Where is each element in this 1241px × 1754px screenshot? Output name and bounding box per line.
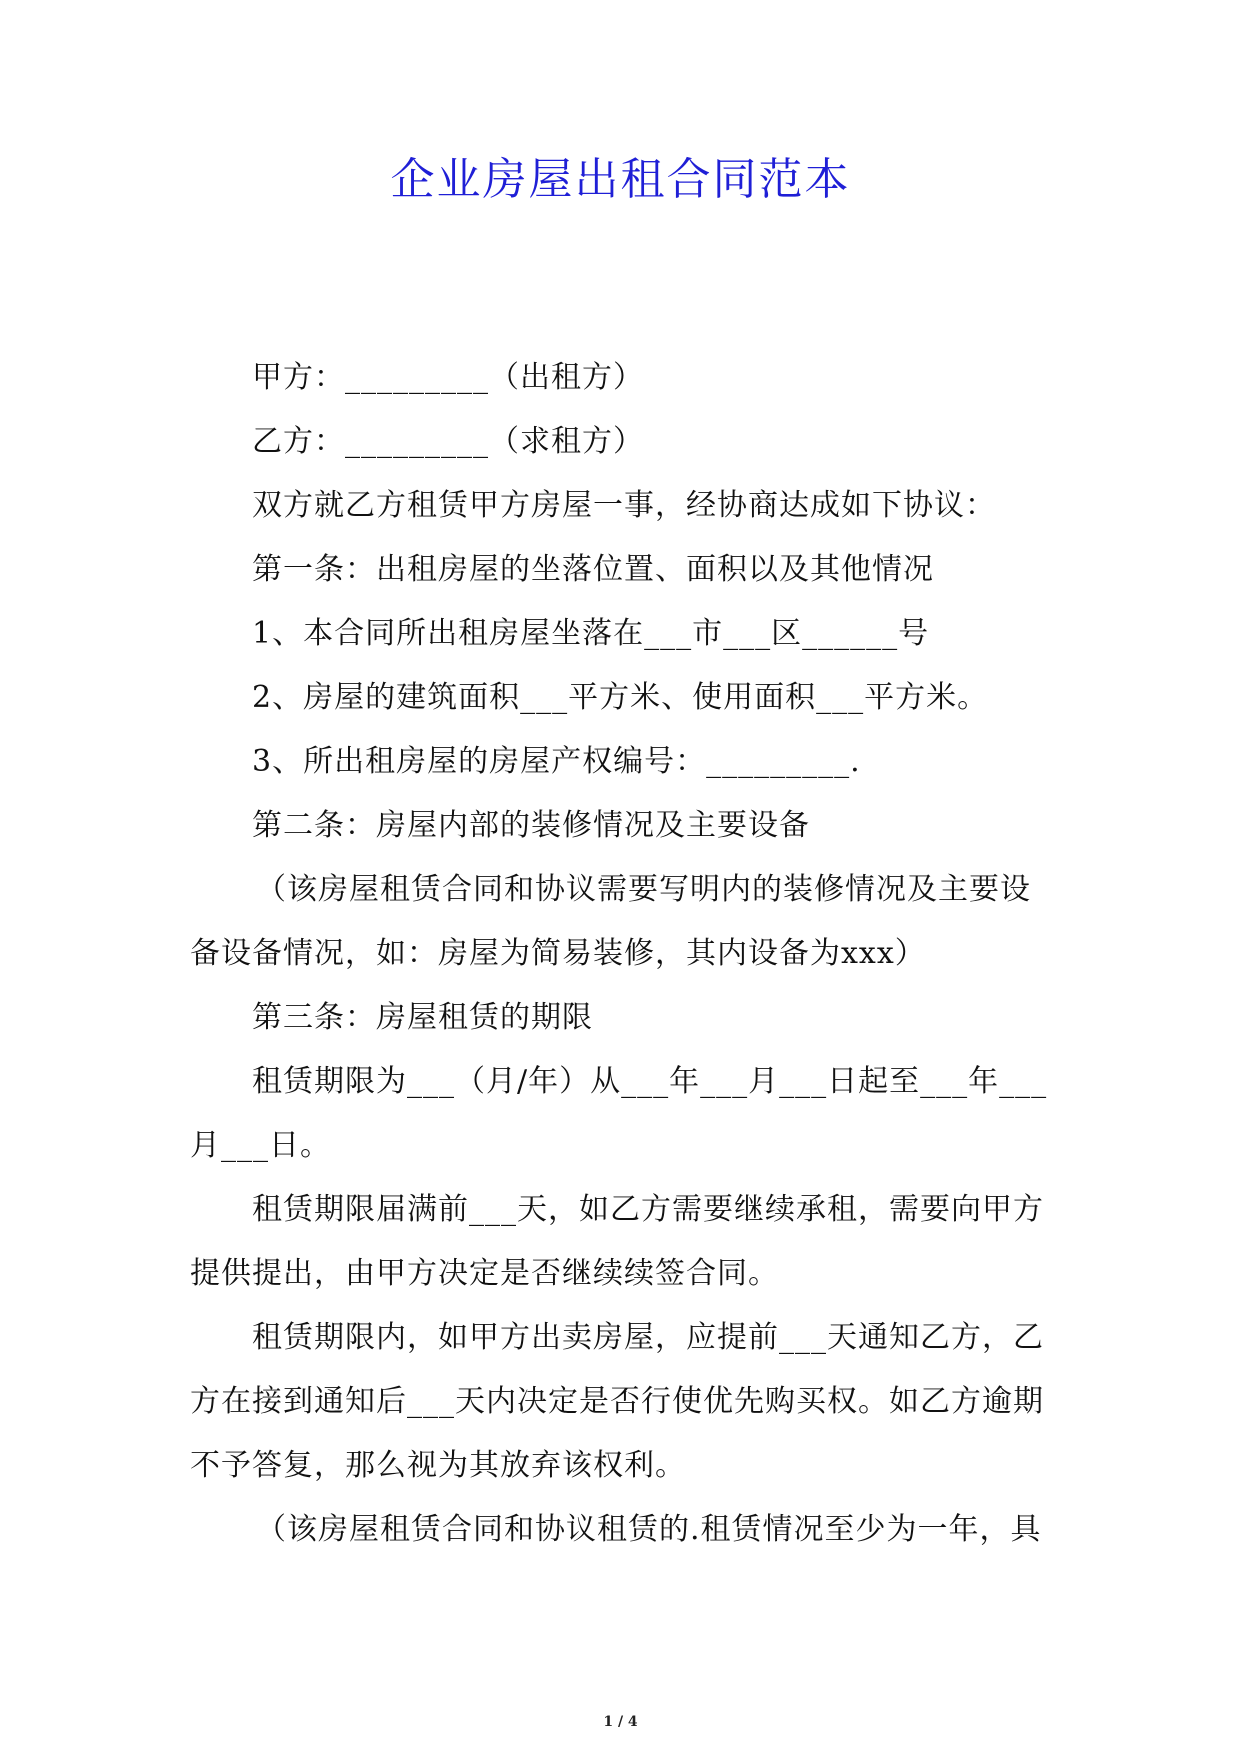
article-3-heading: 第三条：房屋租赁的期限 bbox=[252, 1000, 593, 1035]
renewal-line-2: 提供提出，由甲方决定是否继续续签合同。 bbox=[190, 1256, 779, 1291]
sale-notice-line-1: 租赁期限内，如甲方出卖房屋，应提前___天通知乙方，乙 bbox=[252, 1320, 1044, 1355]
party-a-line: 甲方：_________（出租方） bbox=[252, 360, 644, 395]
article-1-item-2: 2、房屋的建筑面积___平方米、使用面积___平方米。 bbox=[252, 680, 989, 715]
article-1-heading: 第一条：出租房屋的坐落位置、面积以及其他情况 bbox=[252, 552, 934, 587]
article-1-item-1: 1、本合同所出租房屋坐落在___市___区______号 bbox=[252, 616, 930, 651]
lease-term-line-2: 月___日。 bbox=[190, 1128, 331, 1163]
sale-notice-line-2: 方在接到通知后___天内决定是否行使优先购买权。如乙方逾期 bbox=[190, 1384, 1044, 1419]
renewal-line-1: 租赁期限届满前___天，如乙方需要继续承租，需要向甲方 bbox=[252, 1192, 1044, 1227]
sale-notice-line-3: 不予答复，那么视为其放弃该权利。 bbox=[190, 1448, 686, 1483]
article-2-note-line-2: 备设备情况，如：房屋为简易装修，其内设备为xxx） bbox=[190, 936, 926, 971]
agreement-intro: 双方就乙方租赁甲方房屋一事，经协商达成如下协议： bbox=[252, 488, 996, 523]
page-number: 1 / 4 bbox=[603, 1714, 638, 1730]
lease-term-line-1: 租赁期限为___（月/年）从___年___月___日起至___年___ bbox=[252, 1064, 1048, 1099]
party-b-line: 乙方：_________（求租方） bbox=[252, 424, 644, 459]
article-2-note-line-1: （该房屋租赁合同和协议需要写明内的装修情况及主要设 bbox=[256, 872, 1031, 907]
article-2-heading: 第二条：房屋内部的装修情况及主要设备 bbox=[252, 808, 810, 843]
lease-duration-note: （该房屋租赁合同和协议租赁的.租赁情况至少为一年，具 bbox=[256, 1512, 1042, 1547]
article-1-item-3: 3、所出租房屋的房屋产权编号：_________. bbox=[252, 744, 861, 779]
document-title: 企业房屋出租合同范本 bbox=[390, 154, 851, 205]
